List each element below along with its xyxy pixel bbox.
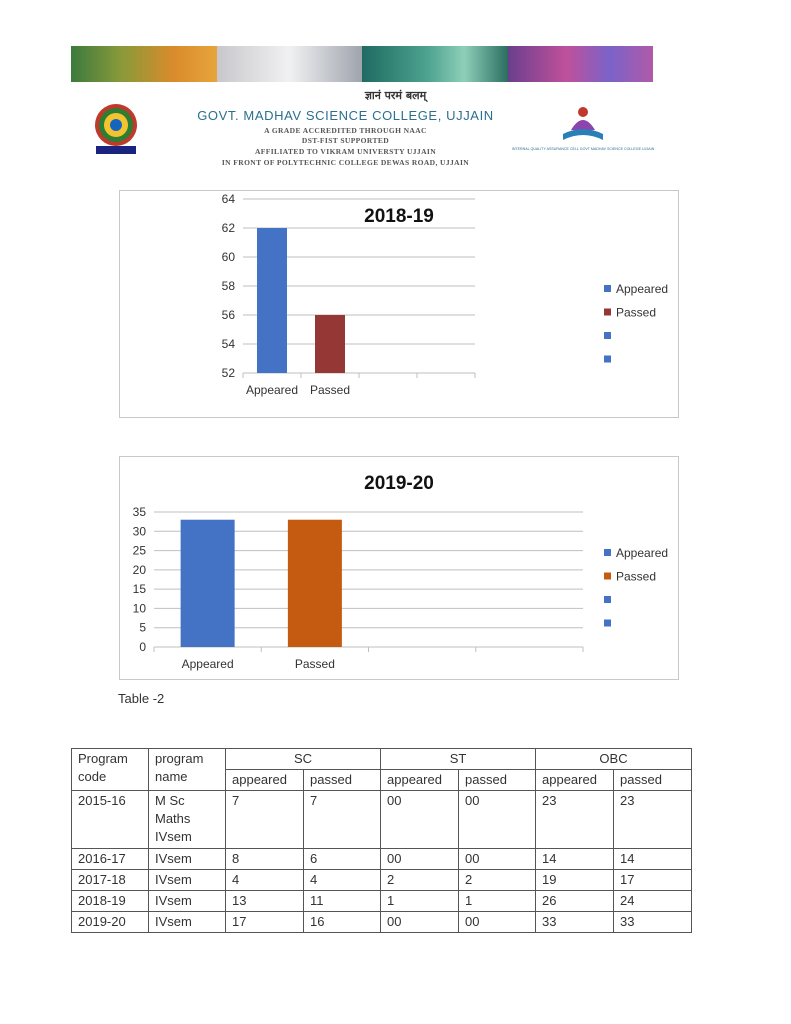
cell-obc-passed: 33 [614, 912, 692, 933]
cell-st-appeared: 2 [381, 870, 459, 891]
support-line: DST-FIST SUPPORTED [301, 136, 390, 145]
y-tick-label: 20 [132, 562, 146, 577]
banner-segment-atoms [508, 46, 654, 82]
iqac-logo [511, 100, 655, 162]
table-row [72, 791, 692, 849]
banner-segment-calculus [71, 46, 217, 82]
y-tick-label: 52 [221, 366, 235, 380]
cell-sc-passed: 16 [304, 912, 381, 933]
legend-label: Appeared [616, 282, 669, 296]
chart-2018-19-svg [120, 191, 678, 417]
legend-label: Passed [616, 569, 657, 584]
accreditation-line: A GRADE ACCREDITED THROUGH NAAC [264, 126, 427, 135]
table-row [72, 870, 692, 891]
header-group-st: ST [381, 749, 536, 770]
legend-swatch [604, 549, 611, 556]
y-tick-label: 58 [221, 279, 235, 293]
header-program-code: Program code [72, 749, 149, 791]
legend-label: Passed [616, 305, 657, 320]
college-logo [90, 103, 142, 155]
cell-obc-passed: 24 [614, 891, 692, 912]
table-row [72, 912, 692, 933]
chart-2019-20-svg [120, 457, 678, 679]
x-category-label: Appeared [245, 383, 299, 397]
chart-title: 2019-20 [364, 473, 434, 494]
table-caption: Table -2 [118, 691, 165, 706]
y-tick-label: 62 [221, 221, 235, 235]
cell-program-name: IVsem [149, 870, 226, 891]
cell-sc-appeared: 17 [226, 912, 304, 933]
y-tick-label: 54 [221, 337, 235, 351]
chart-2019-20 [119, 456, 679, 680]
cell-program-code: 2019-20 [72, 912, 149, 933]
y-tick-label: 56 [221, 308, 235, 322]
subheader-st-appeared: appeared [381, 770, 459, 791]
cell-program-name: IVsem [149, 912, 226, 933]
legend-swatch [604, 620, 611, 627]
y-tick-label: 5 [139, 620, 146, 635]
cell-sc-appeared: 13 [226, 891, 304, 912]
cell-st-appeared: 00 [381, 849, 459, 870]
subheader-sc-appeared: appeared [226, 770, 304, 791]
cell-program-name: IVsem [149, 891, 226, 912]
header-group-obc: OBC [536, 749, 692, 770]
legend-swatch [604, 309, 611, 316]
cell-obc-passed: 23 [614, 791, 692, 849]
y-tick-label: 25 [132, 543, 146, 558]
iqac-logo-text: INTERNAL QUALITY ASSURANCE CELL GOVT MADHAV SCIENCE COLLEGE UJJAIN [511, 147, 655, 151]
cell-sc-appeared: 8 [226, 849, 304, 870]
x-category-label: Passed [294, 657, 335, 671]
cell-sc-passed: 11 [304, 891, 381, 912]
cell-program-code: 2015-16 [72, 791, 149, 849]
cell-sc-passed: 4 [304, 870, 381, 891]
cell-program-code: 2017-18 [72, 870, 149, 891]
cell-obc-appeared: 33 [536, 912, 614, 933]
y-tick-label: 60 [221, 250, 235, 264]
legend-swatch [604, 356, 611, 363]
cell-sc-passed: 7 [304, 791, 381, 849]
table-header-row [72, 749, 692, 770]
banner-segment-molecules [362, 46, 508, 82]
cell-obc-appeared: 23 [536, 791, 614, 849]
chart-2018-19 [119, 190, 679, 418]
bar-passed [288, 520, 342, 647]
subheader-sc-passed: passed [304, 770, 381, 791]
cell-sc-appeared: 7 [226, 791, 304, 849]
cell-st-appeared: 00 [381, 912, 459, 933]
affiliation-line: AFFILIATED TO VIKRAM UNIVERSTY UJJAIN [254, 147, 437, 156]
bar-appeared [257, 228, 287, 373]
college-motto: ज्ञानं परमं बलम् [364, 89, 427, 102]
results-table [71, 748, 692, 933]
y-tick-label: 10 [132, 601, 146, 616]
cell-st-passed: 00 [459, 912, 536, 933]
chart-title: 2018-19 [364, 206, 434, 227]
legend-label: Appeared [616, 546, 669, 560]
legend-swatch [604, 332, 611, 339]
y-tick-label: 35 [132, 505, 146, 519]
cell-st-passed: 2 [459, 870, 536, 891]
cell-obc-passed: 14 [614, 849, 692, 870]
legend-swatch [604, 285, 611, 292]
subheader-obc-passed: passed [614, 770, 692, 791]
cell-program-name: IVsem [149, 849, 226, 870]
banner-segment-robot [217, 46, 363, 82]
table-row [72, 849, 692, 870]
cell-program-code: 2016-17 [72, 849, 149, 870]
cell-program-name: M Sc Maths IVsem [149, 791, 226, 849]
legend-swatch [604, 596, 611, 603]
cell-st-passed: 1 [459, 891, 536, 912]
y-tick-label: 64 [221, 192, 235, 206]
cell-sc-appeared: 4 [226, 870, 304, 891]
header-program-name: program name [149, 749, 226, 791]
cell-obc-appeared: 14 [536, 849, 614, 870]
x-category-label: Passed [309, 383, 351, 397]
cell-st-passed: 00 [459, 791, 536, 849]
cell-st-passed: 00 [459, 849, 536, 870]
subheader-st-passed: passed [459, 770, 536, 791]
y-tick-label: 15 [132, 582, 146, 597]
cell-obc-appeared: 19 [536, 870, 614, 891]
college-name: GOVT. MADHAV SCIENCE COLLEGE, UJJAIN [197, 108, 494, 123]
cell-st-appeared: 1 [381, 891, 459, 912]
cell-sc-passed: 6 [304, 849, 381, 870]
header-banner-image [71, 46, 653, 82]
legend-swatch [604, 573, 611, 580]
bar-appeared [181, 520, 235, 647]
y-tick-label: 0 [139, 640, 146, 654]
cell-obc-appeared: 26 [536, 891, 614, 912]
cell-program-code: 2018-19 [72, 891, 149, 912]
cell-st-appeared: 00 [381, 791, 459, 849]
address-line: IN FRONT OF POLYTECHNIC COLLEGE DEWAS ROAD, UJJAIN [221, 158, 470, 167]
subheader-obc-appeared: appeared [536, 770, 614, 791]
y-tick-label: 30 [132, 524, 146, 539]
x-category-label: Appeared [181, 657, 234, 671]
bar-passed [315, 315, 345, 373]
header-group-sc: SC [226, 749, 381, 770]
cell-obc-passed: 17 [614, 870, 692, 891]
table-row [72, 891, 692, 912]
